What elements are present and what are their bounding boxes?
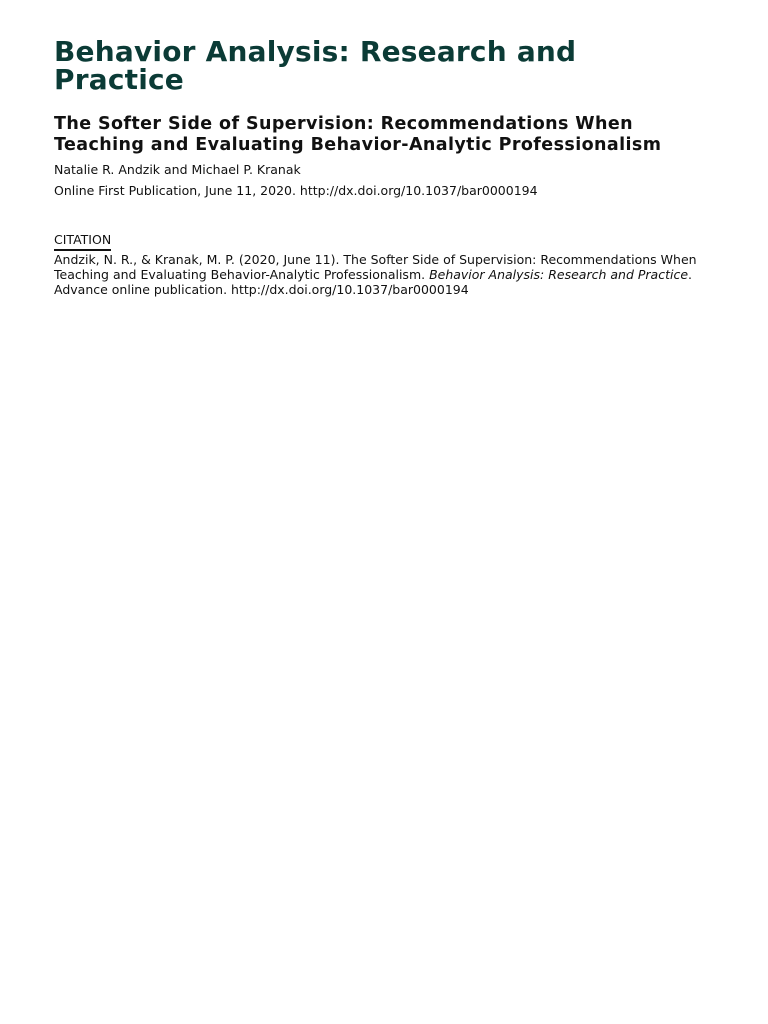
citation-heading: CITATION	[54, 232, 111, 251]
citation-text-after: . Advance online publication. http://dx.doi.org/10.1037/bar0000194	[54, 267, 692, 297]
publication-info: Online First Publication, June 11, 2020. http://dx.doi.org/10.1037/bar0000194	[54, 183, 538, 198]
cover-page	[54, 35, 714, 297]
journal-title: Behavior Analysis: Research and Practice	[54, 35, 577, 96]
citation-text-before: Andzik, N. R., & Kranak, M. P. (2020, June 11). The Softer Side of Supervision: Recommendations When Teaching and Evaluating Behavior-Analytic Professionalism.	[54, 252, 697, 282]
article-authors: Natalie R. Andzik and Michael P. Kranak	[54, 162, 301, 177]
citation-journal-name: Behavior Analysis: Research and Practice	[429, 267, 689, 282]
citation-text	[54, 252, 704, 297]
article-title: The Softer Side of Supervision: Recommendations When Teaching and Evaluating Behavior-Analytic Professionalism	[54, 114, 662, 155]
